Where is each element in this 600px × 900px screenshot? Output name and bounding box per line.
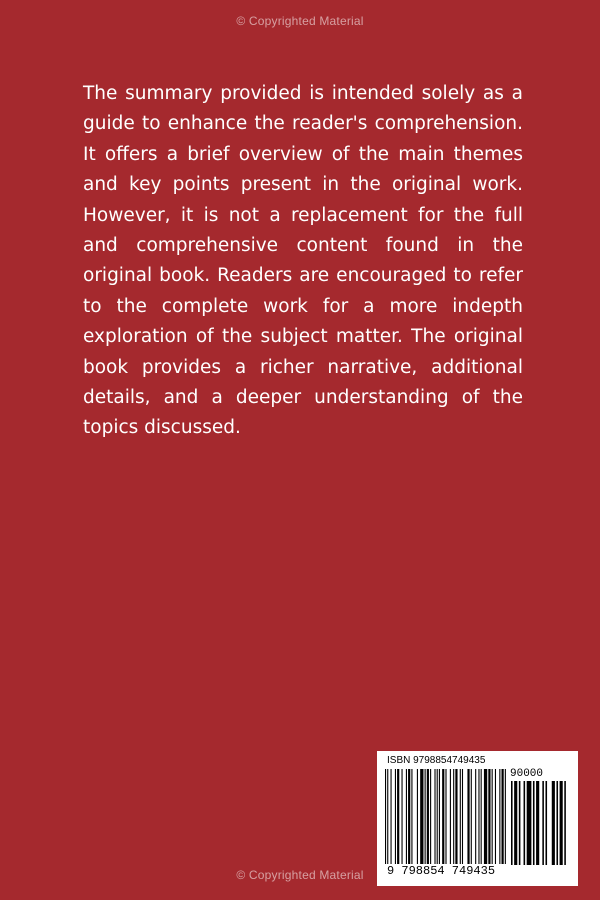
- barcode-bars: [385, 769, 509, 867]
- isbn-barcode: [377, 751, 578, 886]
- back-cover-blurb: The summary provided is intended solely as a guide to enhance the reader's comprehension. It offers a brief overview of the main themes and key points present in the original work. However, it is not a replacement for the full and comprehensive content found in the original book. Readers are encouraged to refer to the complete work for a more indepth exploration of the subject matter. The original book provides a richer narrative, additional details, and a deeper understanding of the topics discussed.: [83, 83, 523, 439]
- price-code: 90000: [510, 768, 544, 780]
- isbn-label: ISBN 9798854749435: [387, 755, 486, 766]
- copyright-watermark-bottom: © Copyrighted Material: [236, 868, 364, 882]
- copyright-watermark-top: © Copyrighted Material: [236, 14, 364, 28]
- isbn-digits: 9 798854 749435: [387, 864, 496, 878]
- addon-barcode-bars: [511, 781, 571, 869]
